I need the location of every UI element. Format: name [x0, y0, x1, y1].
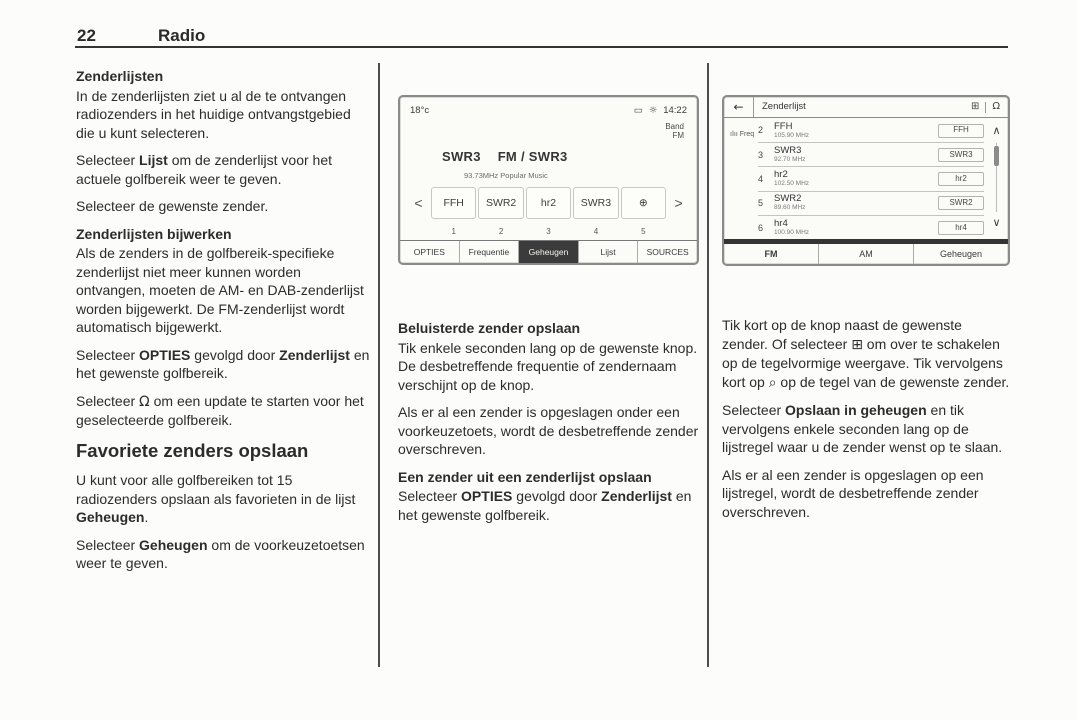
- station-info: [774, 170, 938, 188]
- section-heading-zenderlijsten: Zenderlijsten: [76, 68, 164, 84]
- tab-fm[interactable]: FM: [764, 248, 778, 259]
- preset-assign-button[interactable]: SWR3: [938, 148, 984, 162]
- tab-geheugen[interactable]: Geheugen: [518, 241, 578, 263]
- station-name: hr2: [774, 168, 788, 180]
- text: .: [144, 509, 149, 525]
- back-button[interactable]: ←: [724, 97, 754, 117]
- preset-button-1[interactable]: FFH: [431, 187, 476, 219]
- station-name: SWR2: [774, 193, 802, 205]
- paragraph: [722, 316, 1011, 392]
- station-list: [758, 119, 984, 237]
- text: Selecteer: [76, 346, 140, 363]
- sidebar-label: Freq: [739, 131, 755, 138]
- paragraph: [398, 487, 700, 524]
- station-row[interactable]: [758, 167, 984, 191]
- station-row[interactable]: [758, 216, 984, 240]
- title-bar-icons: [971, 98, 1008, 117]
- section-heading-zenderlijst-opslaan: Een zender uit een zenderlijst opslaan: [398, 468, 652, 485]
- message-icon: ▭: [633, 105, 643, 116]
- tile-view-icon[interactable]: ⊞: [970, 100, 980, 112]
- station-info: [442, 148, 568, 167]
- section-heading-bijwerken: Zenderlijsten bijwerken: [76, 225, 232, 242]
- header-rule: [75, 46, 1008, 48]
- section-heading-beluisterde: Beluisterde zender opslaan: [398, 320, 581, 336]
- station-row[interactable]: [758, 143, 984, 167]
- paragraph: Als er al een zender is opgeslagen op een lijstregel, wordt de desbetreffende zender overschreven.: [722, 466, 984, 520]
- text: gevolgd door: [190, 346, 280, 363]
- paragraph: Selecteer de gewenste zender.: [76, 198, 269, 214]
- scroll-thumb[interactable]: [994, 146, 999, 166]
- title-bar: [724, 97, 1008, 118]
- preset-number: 1: [451, 227, 456, 236]
- text: en het gewenste golfbereik.: [398, 488, 692, 523]
- equalizer-icon: ılıı: [730, 130, 738, 138]
- column-divider-right: [707, 63, 709, 667]
- preset-assign-button[interactable]: hr2: [938, 172, 984, 186]
- bold-term: Geheugen: [76, 509, 145, 525]
- paragraph: [722, 401, 1011, 457]
- update-icon: Ω: [139, 393, 150, 410]
- page-title: Radio: [158, 26, 206, 45]
- preset-assign-button[interactable]: hr4: [938, 221, 984, 235]
- preset-button-2[interactable]: SWR2: [478, 187, 523, 219]
- station-frequency: 102.50 MHz: [774, 179, 810, 187]
- clock: 14:22: [663, 105, 687, 116]
- column-divider-left: [378, 63, 380, 667]
- update-icon[interactable]: Ω: [992, 100, 1000, 112]
- paragraph: [76, 536, 373, 573]
- row-number: 6: [758, 222, 764, 233]
- tab-opties[interactable]: OPTIES: [413, 246, 445, 257]
- station-frequency: 105.90 MHz: [774, 131, 810, 139]
- station-frequency: 100.90 MHz: [774, 228, 810, 236]
- screenshot-fm-main: [398, 95, 699, 265]
- bold-term: OPTIES: [461, 488, 513, 504]
- paragraph: [76, 346, 373, 383]
- preset-number: 3: [546, 227, 551, 236]
- bold-term: Opslaan in geheugen: [785, 402, 927, 418]
- preset-number-row: [430, 223, 667, 242]
- status-icons: [634, 102, 687, 121]
- source-label: FM / SWR3: [497, 149, 568, 164]
- station-row[interactable]: [758, 192, 984, 216]
- icon-separator: [985, 102, 986, 113]
- preset-button-3[interactable]: hr2: [526, 187, 571, 219]
- column-3: [722, 95, 1011, 530]
- bold-term: OPTIES: [139, 346, 191, 363]
- settings-icon: ☼: [648, 105, 658, 116]
- status-bar: [400, 97, 697, 121]
- text: en het gewenste golfbereik.: [76, 346, 370, 381]
- screen-title: Zenderlijst: [762, 100, 806, 112]
- screenshot-station-list: [722, 95, 1010, 266]
- preset-number: 2: [498, 227, 504, 236]
- paragraph: Tik enkele seconden lang op de gewenste knop. De desbetreffende frequentie of zendernaam verschijnt op de knop.: [398, 339, 698, 393]
- tab-lijst[interactable]: Lijst: [578, 241, 638, 263]
- previous-page-button[interactable]: <: [414, 194, 423, 211]
- text: Tik kort op de knop naast de gewenste zender. Of selecteer: [722, 317, 962, 352]
- paragraph: Als er al een zender is opgeslagen onder een voorkeuzetoets, wordt de desbetreffende zender overschreven.: [398, 404, 699, 457]
- text: om de zenderlijst voor het actuele golfbereik weer te geven.: [76, 152, 333, 187]
- preset-number: 5: [641, 227, 646, 236]
- band-label: Band: [665, 122, 684, 131]
- band-tab-bar: [724, 244, 1008, 264]
- bold-term: Zenderlijst: [601, 488, 672, 504]
- row-number: 5: [758, 197, 764, 208]
- station-info: [774, 219, 938, 237]
- tab-geheugen[interactable]: Geheugen: [913, 244, 1008, 264]
- preset-add-button[interactable]: ⊕: [621, 187, 666, 219]
- row-number: 4: [758, 173, 764, 184]
- preset-number: 4: [593, 227, 599, 236]
- text: Selecteer: [76, 152, 140, 168]
- text: U kunt voor alle golfbereiken tot 15 radiozenders opslaan als favorieten in de lijst: [76, 472, 356, 507]
- station-info: [774, 194, 938, 212]
- paragraph: In de zenderlijsten ziet u al de te ontvangen radiozenders in het huidige ontvangstgebied die u kunt selecteren.: [76, 87, 351, 141]
- tab-sources[interactable]: SOURCES: [637, 241, 697, 263]
- bold-term: Zenderlijst: [279, 346, 350, 363]
- preset-row: [407, 187, 690, 219]
- preset-assign-button[interactable]: SWR2: [938, 196, 984, 210]
- text: Selecteer: [76, 392, 140, 409]
- scroll-track: [996, 143, 997, 212]
- station-info: [774, 122, 938, 140]
- bold-term: Geheugen: [139, 536, 208, 553]
- zoom-icon: ⌕: [768, 374, 777, 391]
- station-frequency: 92.70 MHz: [774, 155, 806, 163]
- station-name: FFH: [774, 120, 793, 132]
- station-row[interactable]: [758, 119, 984, 143]
- text: Selecteer: [398, 488, 462, 504]
- station-frequency: 89.60 MHz: [774, 204, 806, 212]
- page-number: 22: [77, 26, 96, 45]
- paragraph: [76, 151, 373, 188]
- temperature-label: 18°c: [410, 105, 430, 116]
- text: om de voorkeuzetoetsen weer te geven.: [76, 536, 365, 571]
- column-1: [76, 67, 373, 582]
- text: Selecteer: [76, 536, 140, 553]
- next-page-button[interactable]: >: [674, 194, 683, 211]
- text: Selecteer: [722, 402, 786, 418]
- paragraph: [76, 392, 373, 430]
- softkey-bar: [400, 240, 697, 263]
- scroll-up-icon[interactable]: ∧: [992, 124, 1001, 137]
- paragraph: Als de zenders in de golfbereik-specifieke zenderlijst niet meer kunnen worden ontvangen, moeten de AM- en DAB-zenderlijst worden bijgewerkt. De FM-zenderlijst wordt automatisch bijgewerkt.: [76, 245, 364, 335]
- now-playing-text: 93.73MHz Popular Music: [464, 171, 548, 180]
- band-indicator: [665, 122, 684, 140]
- text: gevolgd door: [512, 488, 602, 504]
- station-info: [774, 146, 938, 164]
- row-number: 2: [758, 125, 764, 136]
- preset-assign-button[interactable]: FFH: [938, 124, 984, 138]
- band-value: FM: [672, 131, 684, 140]
- tile-view-icon: ⊞: [851, 336, 863, 353]
- station-name: hr4: [774, 217, 788, 229]
- station-name: SWR3: [442, 149, 481, 164]
- text: op de tegel van de gewenste zender.: [776, 373, 1010, 390]
- row-number: 3: [758, 149, 764, 160]
- column-2: [398, 95, 700, 533]
- tab-am[interactable]: AM: [818, 244, 913, 264]
- preset-button-4[interactable]: SWR3: [573, 187, 618, 219]
- frequency-sort-label: [730, 125, 754, 145]
- text: en tik vervolgens enkele seconden lang op de lijstregel waar u de zender wenst op te slaan.: [722, 402, 1003, 455]
- paragraph: [76, 471, 373, 527]
- chapter-heading-favorieten: Favoriete zenders opslaan: [76, 439, 309, 461]
- scrollbar[interactable]: [989, 122, 1004, 232]
- text: om over te schakelen op de tegelvormige weergave. Tik vervolgens kort op: [722, 335, 1003, 390]
- text: om een update te starten voor het geselecteerde golfbereik.: [76, 392, 364, 428]
- tab-frequentie[interactable]: Frequentie: [459, 241, 519, 263]
- scroll-down-icon[interactable]: ∨: [992, 215, 1001, 229]
- bold-term: Lijst: [139, 152, 168, 168]
- station-name: SWR3: [774, 144, 802, 156]
